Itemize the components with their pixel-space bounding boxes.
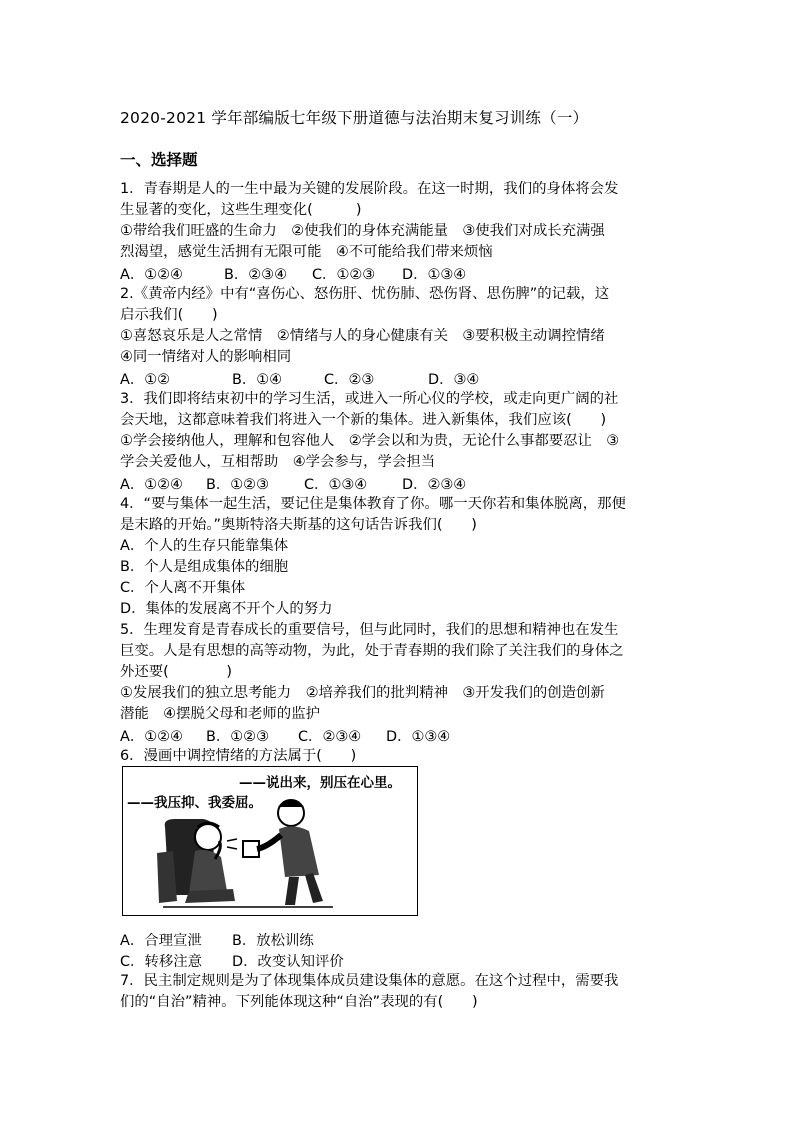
q1-line-4: 烈渴望，感觉生活拥有无限可能 ④不可能给我们带来烦恼 bbox=[120, 244, 493, 260]
q4-option-c: C．个人离不开集体 bbox=[120, 580, 246, 596]
q2-line-2: 启示我们( ) bbox=[120, 307, 218, 323]
q7-line-2: 们的“自治”精神。下列能体现这种“自治”表现的有( ) bbox=[120, 994, 478, 1010]
q4-line-2: 是末路的开始。”奥斯特洛夫斯基的这句话告诉我们( ) bbox=[120, 517, 477, 533]
q5-option-b: B．①②③ bbox=[206, 729, 269, 745]
q5-line-2: 巨变。人是有思想的高等动物，为此，处于青春期的我们除了关注我们的身体之 bbox=[120, 643, 624, 659]
q2-option-a: A．①② bbox=[120, 372, 171, 388]
q2-option-c: C．②③ bbox=[324, 372, 375, 388]
q1-line-3: ①带给我们旺盛的生命力 ②使我们的身体充满能量 ③使我们对成长充满强 bbox=[120, 223, 605, 239]
comic-illustration bbox=[122, 766, 418, 916]
q3-line-4: 学会关爱他人，互相帮助 ④学会参与，学会担当 bbox=[120, 454, 436, 470]
q1-option-d: D．①③④ bbox=[402, 267, 467, 283]
q5-option-a: A．①②④ bbox=[120, 729, 183, 745]
section-heading: 一、选择题 bbox=[120, 151, 198, 169]
q4-option-b: B．个人是组成集体的细胞 bbox=[120, 559, 289, 575]
q1-line-2: 生显著的变化，这些生理变化( ) bbox=[120, 202, 362, 218]
q1-option-a: A．①②④ bbox=[120, 267, 183, 283]
q5-line-5: 潜能 ④摆脱父母和老师的监护 bbox=[120, 706, 320, 722]
q4-option-a: A．个人的生存只能靠集体 bbox=[120, 538, 289, 554]
q6-option-a: A．合理宣泄 bbox=[120, 933, 202, 949]
q6-option-c: C．转移注意 bbox=[120, 954, 203, 970]
q3-line-2: 会天地，这都意味着我们将进入一个新的集体。进入新集体，我们应该( ) bbox=[120, 412, 607, 428]
q2-option-d: D．③④ bbox=[428, 372, 480, 388]
q5-line-1: 5．生理发育是青春成长的重要信号，但与此同时，我们的思想和精神也在发生 bbox=[120, 622, 619, 638]
q1-option-c: C．①②③ bbox=[312, 267, 376, 283]
q5-line-3: 外还要( ) bbox=[120, 664, 232, 680]
q2-line-3: ①喜怒哀乐是人之常情 ②情绪与人的身心健康有关 ③要积极主动调控情绪 bbox=[120, 328, 605, 344]
q3-line-1: 3．我们即将结束初中的学习生活，或进入一所心仪的学校，或走向更广阔的社 bbox=[120, 391, 619, 407]
comic-caption-left: ——我压抑、我委屈。 bbox=[127, 795, 262, 811]
q3-option-c: C．①③④ bbox=[304, 477, 368, 493]
q6-line-1: 6．漫画中调控情绪的方法属于( ) bbox=[120, 748, 357, 764]
q1-option-b: B．②③④ bbox=[224, 267, 287, 283]
q2-option-b: B．①④ bbox=[232, 372, 283, 388]
page-title: 2020-2021 学年部编版七年级下册道德与法治期末复习训练（一） bbox=[120, 109, 589, 127]
q3-line-3: ①学会接纳他人，理解和包容他人 ②学会以和为贵，无论什么事都要忍让 ③ bbox=[120, 433, 620, 449]
q3-option-a: A．①②④ bbox=[120, 477, 183, 493]
q4-line-1: 4．“要与集体一起生活，要记住是集体教育了你。哪一天你若和集体脱离，那便 bbox=[120, 496, 626, 512]
q5-line-4: ①发展我们的独立思考能力 ②培养我们的批判精神 ③开发我们的创造创新 bbox=[120, 685, 605, 701]
q2-line-4: ④同一情绪对人的影响相同 bbox=[120, 349, 292, 365]
q3-option-b: B．①②③ bbox=[206, 477, 269, 493]
q5-option-c: C．②③④ bbox=[298, 729, 362, 745]
q4-option-d: D．集体的发展离不开个人的努力 bbox=[120, 601, 333, 617]
q5-option-d: D．①③④ bbox=[386, 729, 451, 745]
q2-line-1: 2.《黄帝内经》中有“喜伤心、怒伤肝、忧伤肺、恐伤肾、思伤脾”的记载，这 bbox=[120, 286, 610, 302]
q3-option-d: D．②③④ bbox=[402, 477, 467, 493]
q7-line-1: 7．民主制定规则是为了体现集体成员建设集体的意愿。在这个过程中，需要我 bbox=[120, 973, 619, 989]
q6-option-d: D．改变认知评价 bbox=[232, 954, 344, 970]
q1-line-1: 1．青春期是人的一生中最为关键的发展阶段。在这一时期，我们的身体将会发 bbox=[120, 181, 619, 197]
comic-figures-drawing bbox=[123, 767, 418, 916]
q6-option-b: B．放松训练 bbox=[232, 933, 314, 949]
comic-caption-right: ——说出来，别压在心里。 bbox=[239, 775, 401, 791]
